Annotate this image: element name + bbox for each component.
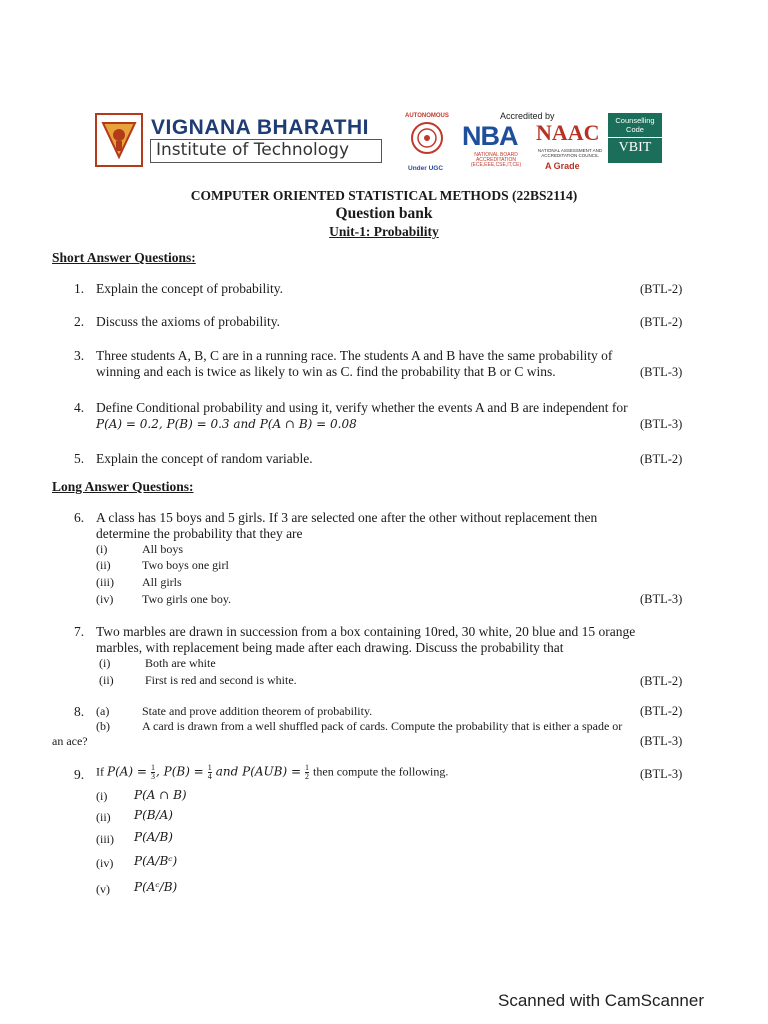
- institute-logo-emblem: [95, 113, 143, 167]
- q2-text: Discuss the axioms of probability.: [96, 314, 280, 329]
- institute-name: VIGNANA BHARATHI: [151, 116, 369, 139]
- q7-item-text: Both are white: [145, 656, 216, 670]
- q4-number: 4.: [74, 400, 85, 415]
- q1-number: 1.: [74, 281, 85, 296]
- q5-text: Explain the concept of random variable.: [96, 451, 313, 466]
- q3-number: 3.: [74, 348, 85, 363]
- q6-item-label: (iv): [96, 592, 114, 606]
- q1-text: Explain the concept of probability.: [96, 281, 283, 296]
- q9-frac-c: $\frac{1}{2}$: [305, 763, 310, 781]
- naac-subtitle: NATIONAL ASSESSMENT AND ACCREDITATION COUNCIL: [537, 148, 603, 158]
- ugc-seal-icon: [410, 121, 444, 155]
- q2-number: 2.: [74, 314, 85, 329]
- q9-item-formula: P(A/Bᶜ): [134, 854, 178, 868]
- q7-item-text: First is red and second is white.: [145, 673, 297, 687]
- q7-btl: (BTL-2): [640, 674, 683, 688]
- q9-statement: [96, 764, 448, 781]
- q9-number: 9.: [74, 767, 85, 782]
- q8a-label: (a): [96, 704, 110, 718]
- q8b-btl: (BTL-3): [640, 734, 683, 748]
- q9-btl: (BTL-3): [640, 767, 683, 781]
- q6-item-text: All girls: [142, 575, 182, 589]
- autonomous-label: AUTONOMOUS: [405, 113, 449, 119]
- q9-prefix: If: [96, 764, 104, 779]
- q5-btl: (BTL-2): [640, 452, 683, 466]
- short-answer-heading: Short Answer Questions:: [52, 250, 196, 265]
- q8a-btl: (BTL-2): [640, 704, 683, 718]
- q6-item-label: (ii): [96, 558, 111, 572]
- q3-btl: (BTL-3): [640, 365, 683, 379]
- accredited-by-label: Accredited by: [500, 111, 555, 121]
- institute-subtitle: Institute of Technology: [150, 139, 382, 163]
- under-ugc-label: Under UGC: [408, 165, 444, 172]
- q7-item-label: (i): [99, 656, 111, 670]
- q9-pb: , P(B) =: [155, 764, 204, 779]
- q4-line1: Define Conditional probability and using it, verify whether the events A and B are independent for: [96, 400, 628, 415]
- q9-item-label: (ii): [96, 810, 111, 824]
- q8-number: 8.: [74, 704, 85, 719]
- counselling-label: Counselling Code: [615, 116, 655, 134]
- q9-pa: P(A) =: [107, 764, 147, 779]
- course-title: COMPUTER ORIENTED STATISTICAL METHODS (22BS2114): [190, 188, 578, 203]
- q9-frac-b: $\frac{1}{4}$: [207, 763, 212, 781]
- q6-line2: determine the probability that they are: [96, 526, 303, 541]
- q9-and: and P(AUB) =: [215, 764, 302, 779]
- q2-btl: (BTL-2): [640, 315, 683, 329]
- q6-item-text: Two girls one boy.: [142, 592, 232, 606]
- long-answer-heading: Long Answer Questions:: [52, 479, 194, 494]
- q6-item-text: All boys: [142, 542, 184, 556]
- q9-frac-a: $\frac{1}{3}$: [150, 763, 155, 781]
- nba-logo: NBA: [462, 121, 518, 151]
- q6-item-label: (i): [96, 542, 108, 556]
- q8b-text-cont: an ace?: [52, 734, 88, 748]
- q9-item-formula: P(Aᶜ/B): [134, 880, 178, 894]
- counselling-code: VBIT: [608, 137, 662, 156]
- q7-line2: marbles, with replacement being made after each drawing. Discuss the probability that: [96, 640, 564, 655]
- q6-item-label: (iii): [96, 575, 114, 589]
- q6-btl: (BTL-3): [640, 592, 683, 606]
- naac-grade: A Grade: [545, 161, 580, 171]
- counselling-code-badge: [608, 113, 662, 163]
- q9-suffix: then compute the following.: [313, 764, 449, 779]
- q4-formula: P(A) = 0.2, P(B) = 0.3 and P(A ∩ B) = 0.08: [96, 417, 357, 431]
- q9-item-label: (iv): [96, 856, 114, 870]
- q9-item-label: (i): [96, 789, 108, 803]
- q7-item-label: (ii): [99, 673, 114, 687]
- q9-item-label: (v): [96, 882, 110, 896]
- q3-line2: winning and each is twice as likely to win as C. find the probability that B or C wins.: [96, 364, 556, 379]
- q8a-text: State and prove addition theorem of probability.: [142, 704, 373, 718]
- naac-logo: NAAC: [536, 120, 600, 145]
- q9-item-formula: P(B/A): [134, 808, 173, 822]
- nba-subtitle: NATIONAL BOARD ACCREDITATION (ECE,EEE,CSE,IT,CE): [470, 152, 522, 168]
- q9-item-label: (iii): [96, 832, 114, 846]
- q9-item-formula: P(A/B): [134, 830, 173, 844]
- q6-item-text: Two boys one girl: [142, 558, 229, 572]
- doc-title: Question bank: [335, 205, 433, 222]
- q1-btl: (BTL-2): [640, 282, 683, 296]
- q3-line1: Three students A, B, C are in a running race. The students A and B have the same probability of: [96, 348, 613, 363]
- scanner-watermark: Scanned with CamScanner: [498, 991, 705, 1010]
- q7-number: 7.: [74, 624, 85, 639]
- q8b-text: A card is drawn from a well shuffled pack of cards. Compute the probability that is either a spade or: [142, 719, 623, 733]
- q7-line1: Two marbles are drawn in succession from a box containing 10red, 30 white, 20 blue and 15 orange: [96, 624, 636, 639]
- unit-title: Unit-1: Probability: [329, 224, 439, 239]
- q4-btl: (BTL-3): [640, 417, 683, 431]
- q8b-label: (b): [96, 719, 110, 733]
- q6-number: 6.: [74, 510, 85, 525]
- q6-line1: A class has 15 boys and 5 girls. If 3 are selected one after the other without replacement then: [96, 510, 598, 525]
- q5-number: 5.: [74, 451, 85, 466]
- q9-item-formula: P(A ∩ B): [134, 788, 187, 802]
